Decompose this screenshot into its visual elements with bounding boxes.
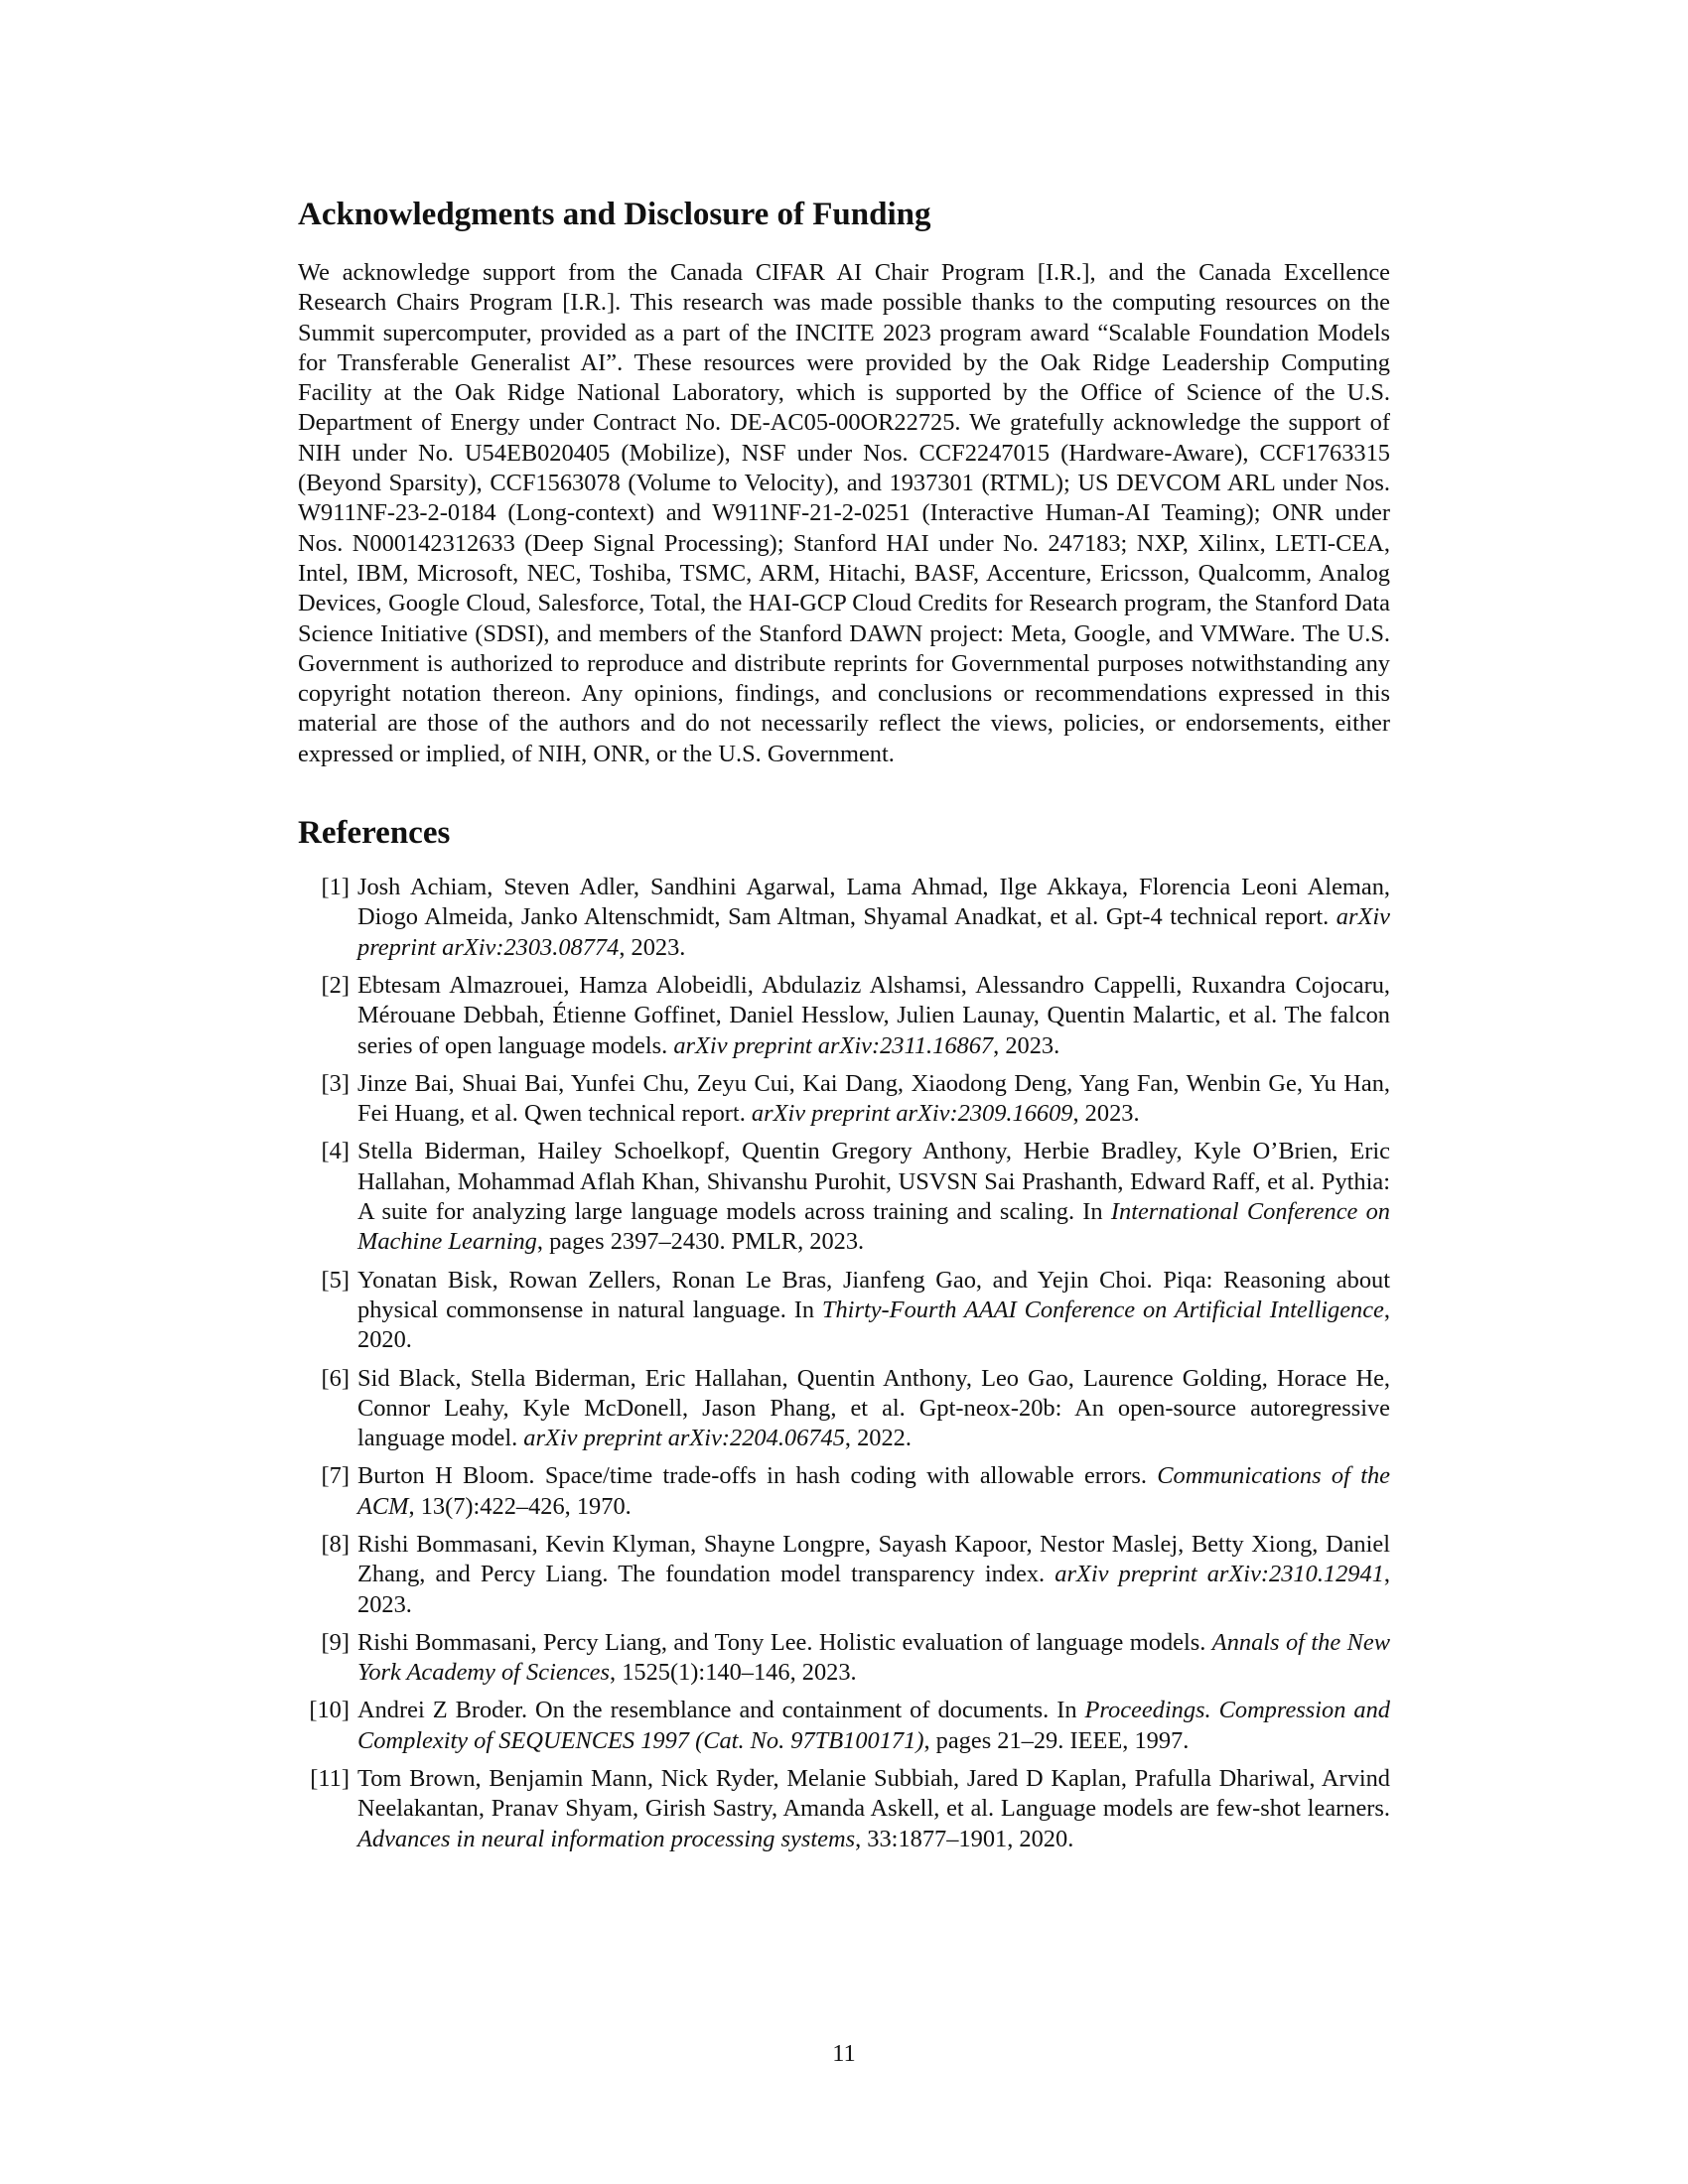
reference-venue: Proceedings. Compression and Complexity of SEQUENCES 1997 (Cat. No. 97TB100171) [357,1697,1390,1754]
references-section [298,813,1390,1854]
reference-item [298,1461,1390,1522]
reference-venue: arXiv preprint arXiv:2310.12941 [1055,1561,1384,1588]
reference-item [298,1266,1390,1356]
reference-number: [9] [321,1628,350,1656]
reference-venue: arXiv preprint arXiv:2204.06745 [523,1425,845,1452]
reference-text: Rishi Bommasani, Percy Liang, and Tony Lee. Holistic evaluation of language models. Annals of the New York Academy of Sciences, 1525(1):140–146, 2023. [357,1628,1390,1687]
reference-text: Burton H Bloom. Space/time trade-offs in hash coding with allowable errors. Communications of the ACM, 13(7):422–426, 1970. [357,1462,1390,1520]
acknowledgments-body: We acknowledge support from the Canada CIFAR AI Chair Program [I.R.], and the Canada Excellence Research Chairs Program [I.R.]. This research was made possible thanks to the computing resources on the Summit supercomputer, provided as a part of the INCITE 2023 program award “Scalable Foundation Models for Transferable Generalist AI”. These resources were provided by the Oak Ridge Leadership Computing Facility at the Oak Ridge National Laboratory, which is supported by the Office of Science of the U.S. Department of Energy under Contract No. DE-AC05-00OR22725. We gratefully acknowledge the support of NIH under No. U54EB020405 (Mobilize), NSF under Nos. CCF2247015 (Hardware-Aware), CCF1763315 (Beyond Sparsity), CCF1563078 (Volume to Velocity), and 1937301 (RTML); US DEVCOM ARL under Nos. W911NF-23-2-0184 (Long-context) and W911NF-21-2-0251 (Interactive Human-AI Teaming); ONR under Nos. N000142312633 (Deep Signal Processing); Stanford HAI under No. 247183; NXP, Xilinx, LETI-CEA, Intel, IBM, Microsoft, NEC, Toshiba, TSMC, ARM, Hitachi, BASF, Accenture, Ericsson, Qualcomm, Analog Devices, Google Cloud, Salesforce, Total, the HAI-GCP Cloud Credits for Research program, the Stanford Data Science Initiative (SDSI), and members of the Stanford DAWN project: Meta, Google, and VMWare. The U.S. Government is authorized to reproduce and distribute reprints for Governmental purposes notwithstanding any copyright notation thereon. Any opinions, findings, and conclusions or recommendations expressed in this material are those of the authors and do not necessarily reflect the views, policies, or endorsements, either expressed or implied, of NIH, ONR, or the U.S. Government. [298,259,1390,767]
reference-venue: Communications of the ACM [357,1462,1390,1520]
reference-item [298,971,1390,1061]
reference-text: Sid Black, Stella Biderman, Eric Hallahan, Quentin Anthony, Leo Gao, Laurence Golding, Horace He, Connor Leahy, Kyle McDonell, Jason Phang, et al. Gpt-neox-20b: An open-source autoregressive language model. arXiv preprint arXiv:2204.06745, 2022. [357,1364,1390,1452]
reference-text: Ebtesam Almazrouei, Hamza Alobeidli, Abdulaziz Alshamsi, Alessandro Cappelli, Ruxandra Cojocaru, Mérouane Debbah, Étienne Goffinet, Daniel Hesslow, Julien Launay, Quentin Malartic, et al. The falcon series of open language models. arXiv preprint arXiv:2311.16867, 2023. [357,971,1390,1059]
reference-number: [7] [321,1462,350,1490]
reference-item [298,1530,1390,1620]
reference-number: [3] [321,1069,350,1097]
references-list [298,873,1390,1854]
reference-text: Josh Achiam, Steven Adler, Sandhini Agarwal, Lama Ahmad, Ilge Akkaya, Florencia Leoni Aleman, Diogo Almeida, Janko Altenschmidt, Sam Altman, Shyamal Anadkat, et al. Gpt-4 technical report. arXiv preprint arXiv:2303.08774, 2023. [357,874,1390,961]
reference-venue: International Conference on Machine Learning [357,1198,1390,1256]
reference-item [298,1069,1390,1130]
reference-text: Stella Biderman, Hailey Schoelkopf, Quentin Gregory Anthony, Herbie Bradley, Kyle O’Brien, Eric Hallahan, Mohammad Aflah Khan, Shivanshu Purohit, USVSN Sai Prashanth, Edward Raff, et al. Pythia: A suite for analyzing large language models across training and scaling. In International Conference on Machine Learning, pages 2397–2430. PMLR, 2023. [357,1138,1390,1256]
reference-item [298,1364,1390,1454]
reference-number: [6] [321,1364,350,1392]
reference-venue: arXiv preprint arXiv:2309.16609 [751,1100,1073,1128]
reference-venue: Advances in neural information processing systems [357,1825,856,1852]
reference-item [298,1764,1390,1854]
reference-number: [1] [321,874,350,901]
reference-item [298,1628,1390,1689]
reference-number: [2] [321,971,350,999]
page-number: 11 [832,2040,856,2067]
reference-text: Tom Brown, Benjamin Mann, Nick Ryder, Melanie Subbiah, Jared D Kaplan, Prafulla Dhariwal, Arvind Neelakantan, Pranav Shyam, Girish Sastry, Amanda Askell, et al. Language models are few-shot learners. Advances in neural information processing systems, 33:1877–1901, 2020. [357,1765,1390,1852]
reference-number: [8] [321,1530,350,1558]
page-content [298,195,1390,1862]
references-heading: References [298,815,451,852]
reference-text: Rishi Bommasani, Kevin Klyman, Shayne Longpre, Sayash Kapoor, Nestor Maslej, Betty Xiong, Daniel Zhang, and Percy Liang. The foundation model transparency index. arXiv preprint arXiv:2310.12941, 2023. [357,1530,1391,1618]
reference-text: Jinze Bai, Shuai Bai, Yunfei Chu, Zeyu Cui, Kai Dang, Xiaodong Deng, Yang Fan, Wenbin Ge, Yu Han, Fei Huang, et al. Qwen technical report. arXiv preprint arXiv:2309.16609, 2023. [357,1069,1390,1128]
reference-number: [11] [310,1765,350,1793]
reference-number: [5] [321,1266,350,1294]
reference-venue: Thirty-Fourth AAAI Conference on Artificial Intelligence [821,1296,1384,1323]
reference-venue: arXiv preprint arXiv:2311.16867 [673,1031,994,1059]
reference-item [298,1137,1390,1257]
acknowledgments-section [298,195,1390,769]
reference-item [298,1696,1390,1756]
reference-venue: Annals of the New York Academy of Sciences [357,1628,1390,1687]
reference-number: [10] [309,1697,350,1724]
reference-item [298,873,1390,963]
reference-venue: arXiv preprint arXiv:2303.08774 [357,903,1390,961]
acknowledgments-heading: Acknowledgments and Disclosure of Funding [298,197,931,232]
reference-text: Yonatan Bisk, Rowan Zellers, Ronan Le Bras, Jianfeng Gao, and Yejin Choi. Piqa: Reasoning about physical commonsense in natural language. In Thirty-Fourth AAAI Conference on Artificial Intelligence, 2020. [357,1266,1390,1354]
reference-text: Andrei Z Broder. On the resemblance and containment of documents. In Proceedings. Compression and Complexity of SEQUENCES 1997 (Cat. No. 97TB100171), pages 21–29. IEEE, 1997. [357,1697,1390,1754]
reference-number: [4] [321,1138,350,1165]
